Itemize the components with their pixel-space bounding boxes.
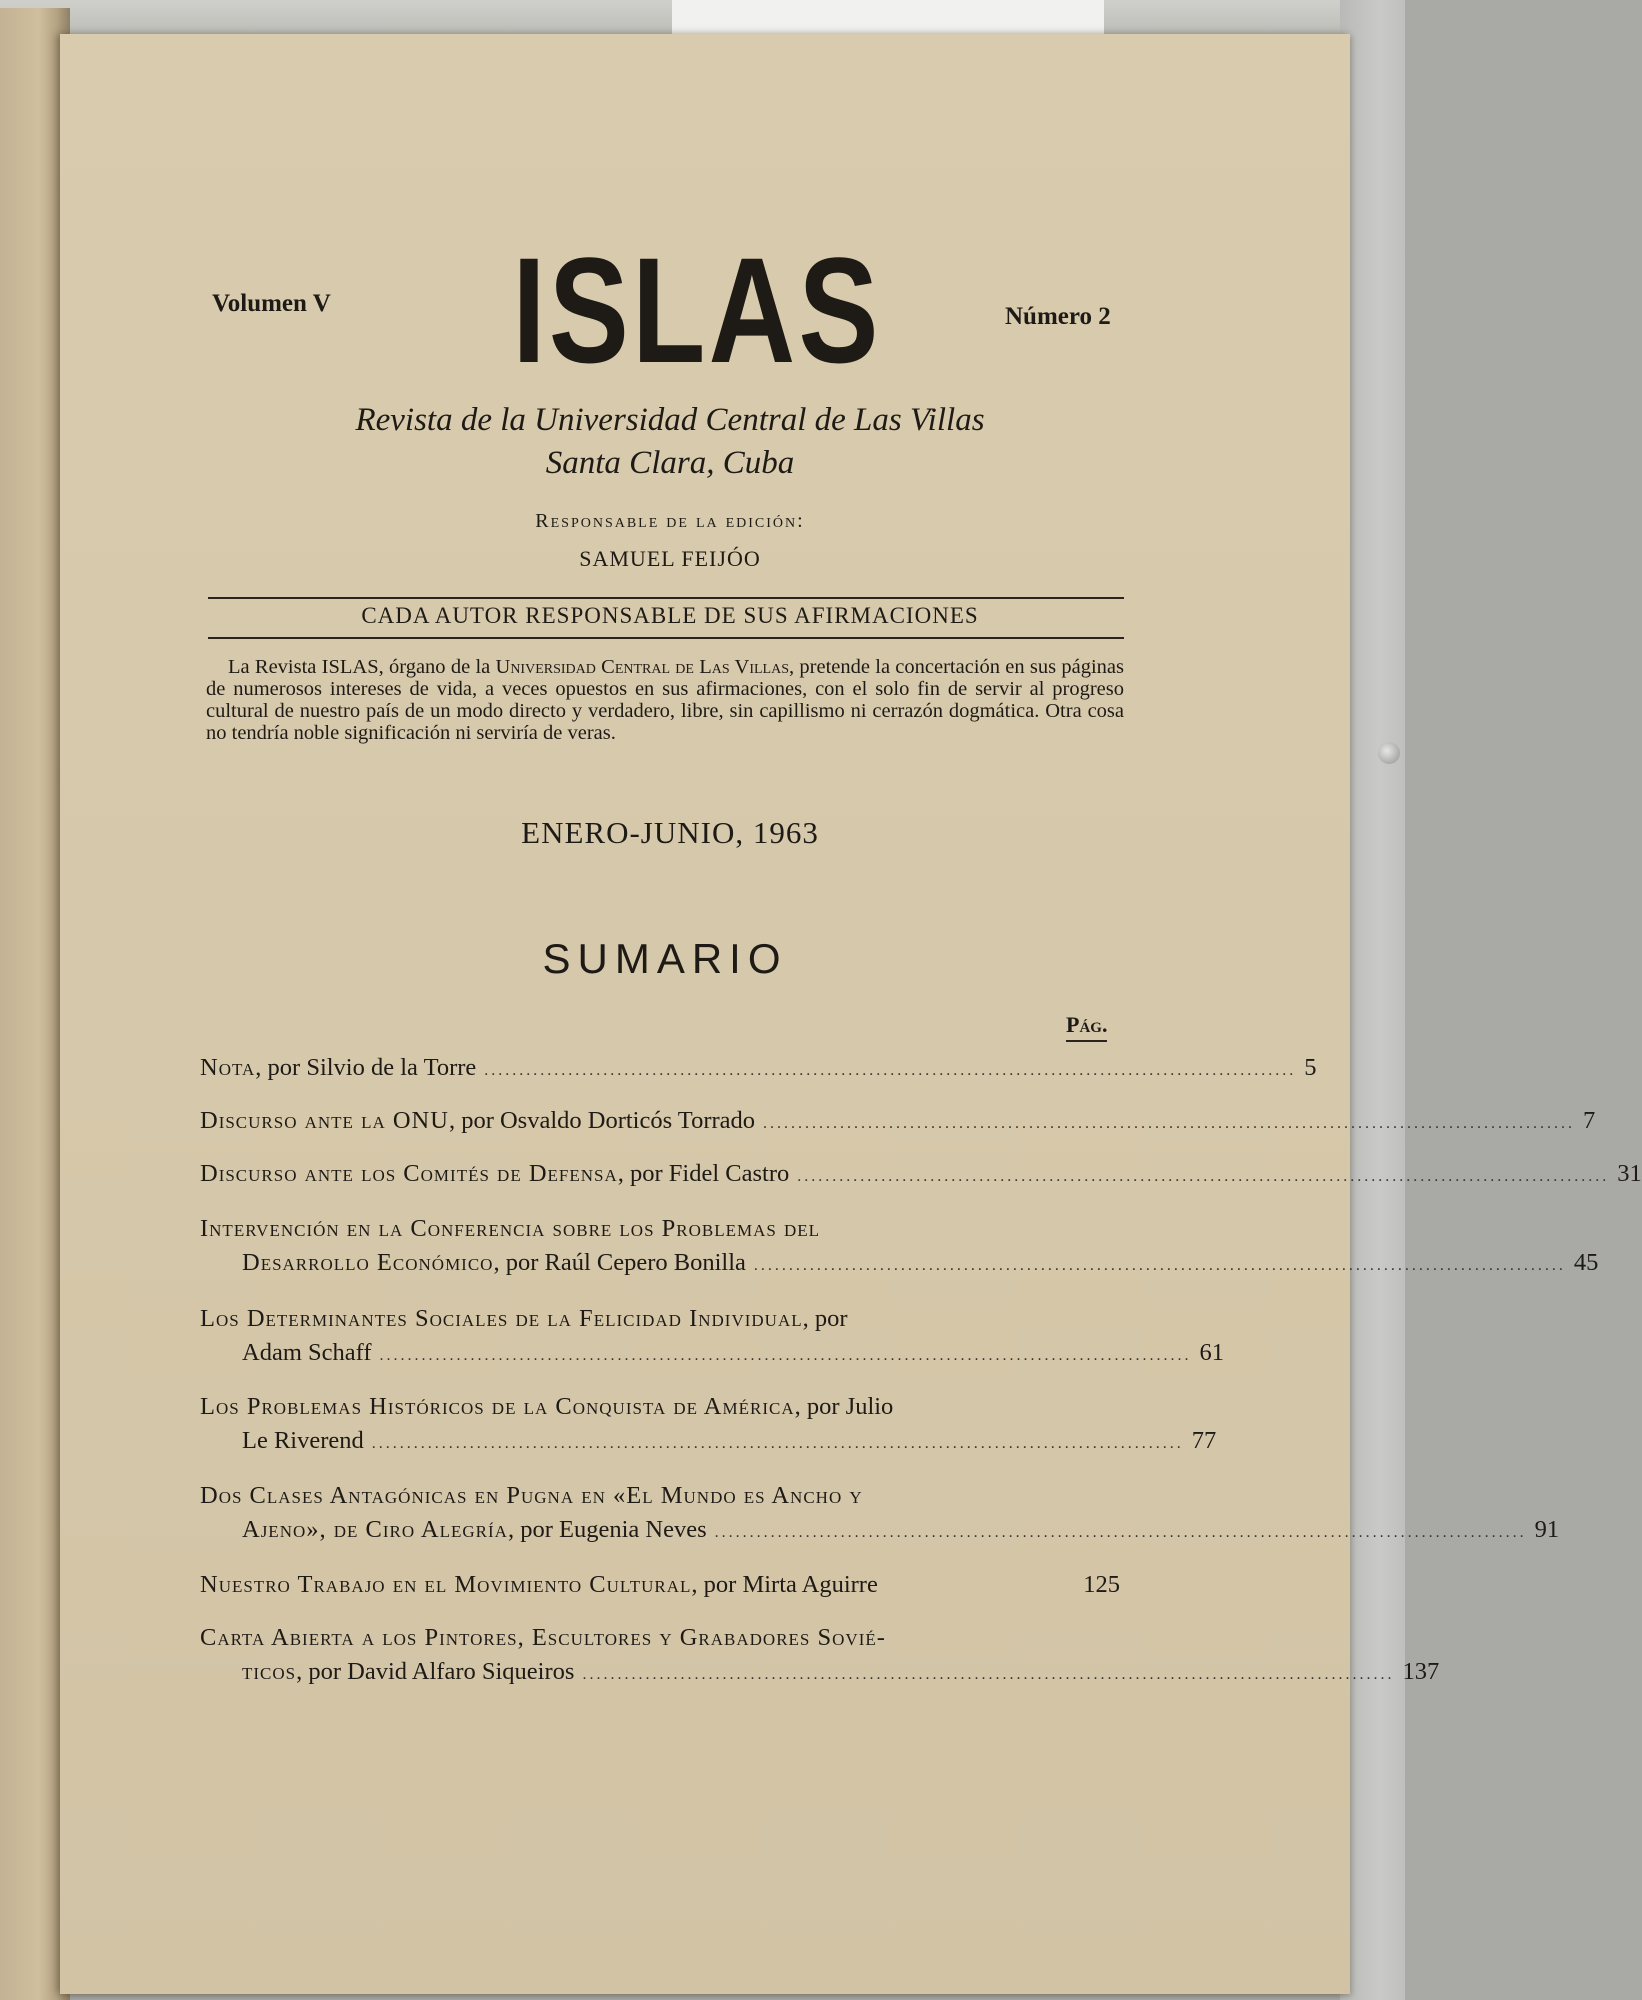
leader-dots: .................................................................................................................... [763, 1115, 1576, 1132]
toc-entry-author: , por Raúl Cepero Bonilla [493, 1249, 746, 1276]
toc-entry-title: Dos Clases Antagónicas en Pugna en «El Mundo es Ancho y [200, 1482, 863, 1509]
intro-part1: La Revista ISLAS, órgano de la [228, 656, 496, 678]
rule-bottom [208, 637, 1124, 639]
journal-subtitle: Revista de la Universidad Central de Las Villas [355, 402, 985, 438]
toc-entry-title: Discurso ante la ONU [200, 1107, 449, 1134]
leader-dots: .................................................................................................................... [379, 1347, 1192, 1364]
leader-dots: .................................................................................................................... [484, 1062, 1297, 1079]
toc-entry-title: Carta Abierta a los Pintores, Escultores y Grabadores Sovié- [200, 1624, 886, 1651]
journal-location: Santa Clara, Cuba [545, 445, 795, 481]
toc-entry-author: , por Osvaldo Dorticós Torrado [448, 1107, 756, 1134]
toc-entry [200, 1571, 1120, 1605]
toc-entry-author-lead: , por Julio [794, 1393, 894, 1420]
toc-entry-page: 31 [1617, 1160, 1642, 1187]
toc-entry-author: , por Fidel Castro [617, 1160, 790, 1187]
toc-entry-author-lead: , por [802, 1305, 848, 1332]
toc-entry-author: , por Mirta Aguirre [691, 1571, 878, 1598]
toc-entry [200, 1624, 1440, 1692]
toc-entry-page: 45 [1573, 1249, 1599, 1276]
responsible-label: Responsable de la edición: [535, 510, 805, 532]
binder-hole [1378, 742, 1400, 764]
toc-entry-page: 5 [1304, 1054, 1317, 1081]
toc-entry [200, 1215, 1599, 1283]
issue-number: Número 2 [1005, 303, 1111, 330]
toc-entry-author: , por David Alfaro Siqueiros [296, 1658, 575, 1685]
toc-entry-title-cont: Ajeno», de Ciro Alegría [242, 1516, 508, 1543]
toc-heading: SUMARIO [542, 935, 788, 982]
intro-institution: Universidad Central de Las Villas [495, 656, 790, 678]
journal-title: ISLAS [512, 226, 882, 394]
toc-entry-title-cont: Desarrollo Económico [242, 1249, 494, 1276]
toc-entry [200, 1107, 1596, 1141]
toc-entry [200, 1482, 1560, 1550]
toc-entry-title: Discurso ante los Comités de Defensa [200, 1160, 618, 1187]
disclaimer: CADA AUTOR RESPONSABLE DE SUS AFIRMACIONES [361, 603, 979, 628]
toc-entry-page: 7 [1583, 1107, 1596, 1134]
toc-entry-title: Nota [200, 1054, 256, 1081]
toc-entry-title: Los Problemas Históricos de la Conquista de América [200, 1393, 795, 1420]
volume-label: Volumen V [212, 290, 331, 317]
leader-dots: .................................................................................................................... [753, 1257, 1566, 1274]
issue-date: ENERO-JUNIO, 1963 [521, 815, 819, 850]
toc-entry-title: Los Determinantes Sociales de la Felicidad Individual [200, 1305, 803, 1332]
leader-dots: .................................................................................................................... [797, 1168, 1610, 1185]
toc-entry-page: 91 [1534, 1516, 1560, 1543]
toc-entry [200, 1393, 1217, 1461]
toc-entry-author: , por Eugenia Neves [507, 1516, 707, 1543]
toc-entry-author: , por Silvio de la Torre [255, 1054, 477, 1081]
editor-name: SAMUEL FEIJÓO [579, 546, 761, 571]
toc-entry-page: 137 [1402, 1658, 1440, 1685]
toc-entry [200, 1305, 1224, 1373]
toc-entry [200, 1054, 1317, 1088]
intro-part2: , pretende la concertación en sus páginas de numerosos intereses de vida, a veces opuestos en sus afirmaciones, con el solo fin de servir al progreso cultural de nuestro país de un modo directo y verdadero, libre, sin capillismo ni cerrazón dogmática. Otra cosa no tendría noble significación ni serviría de veras. [206, 656, 1125, 744]
rule-top [208, 597, 1124, 599]
intro-paragraph [206, 656, 1124, 744]
toc-entry [200, 1160, 1642, 1194]
leader-dots: .................................................................................................................... [371, 1435, 1184, 1452]
toc-page-header: Pág. [1066, 1012, 1107, 1042]
toc-entry-page: 77 [1191, 1427, 1217, 1454]
toc-entry-page: 125 [1083, 1571, 1120, 1598]
leader-dots: .................................................................................................................... [714, 1524, 1527, 1541]
leader-dots: .................................................................................................................... [582, 1666, 1395, 1683]
toc-entry-title: Nuestro Trabajo en el Movimiento Cultural [200, 1571, 692, 1598]
toc-entry-title-cont: ticos [242, 1658, 297, 1685]
toc-entry-page: 61 [1199, 1339, 1224, 1366]
toc-entry-author: Adam Schaff [242, 1339, 372, 1366]
toc-entry-title: Intervención en la Conferencia sobre los Problemas del [200, 1215, 821, 1242]
toc-entry-author: Le Riverend [242, 1427, 364, 1454]
